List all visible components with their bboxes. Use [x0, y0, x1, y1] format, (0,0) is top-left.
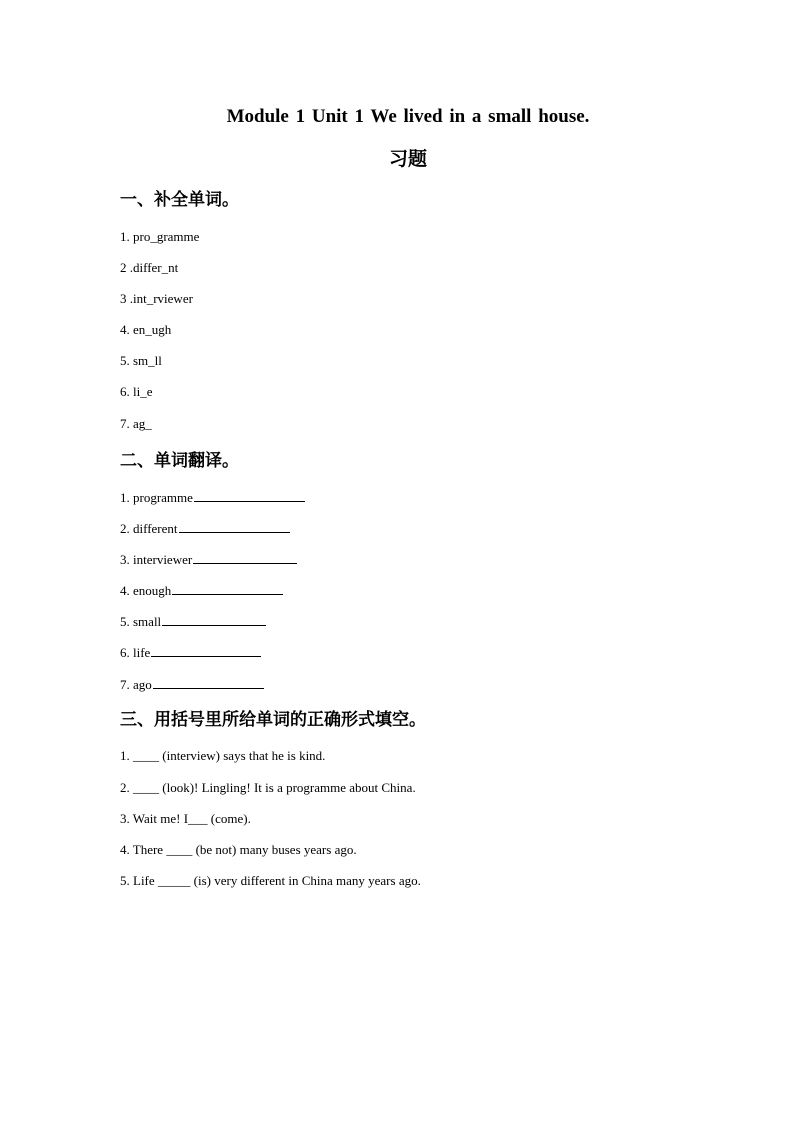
answer-blank[interactable]: [193, 550, 297, 564]
page-title: Module 1 Unit 1 We lived in a small house.: [226, 106, 590, 127]
word-label: 1. programme: [120, 490, 193, 505]
list-item: 1. ____ (interview) says that he is kind.: [120, 748, 326, 763]
answer-blank[interactable]: [151, 643, 261, 657]
list-item: 4. There ____ (be not) many buses years ago.: [120, 842, 357, 857]
list-item: 7. ag_: [120, 416, 152, 431]
word-label: 5. small: [120, 614, 162, 629]
answer-blank[interactable]: [162, 612, 266, 626]
translation-row: [120, 550, 297, 569]
answer-blank[interactable]: [194, 488, 305, 502]
list-item: 2. ____ (look)! Lingling! It is a programme about China.: [120, 780, 416, 795]
answer-blank[interactable]: [172, 581, 283, 595]
section-heading-translate-words: 二、单词翻译。: [120, 451, 239, 471]
word-label: 7. ago: [120, 677, 152, 692]
section-heading-complete-words: 一、补全单词。: [120, 190, 239, 210]
page-subtitle: 习题: [388, 148, 427, 170]
section-heading-fill-blanks: 三、用括号里所给单词的正确形式填空。: [120, 710, 426, 730]
translation-row: [120, 581, 283, 600]
list-item: 4. en_ugh: [120, 322, 172, 337]
translation-row: [120, 519, 290, 538]
word-label: 6. life: [120, 645, 151, 660]
answer-blank[interactable]: [153, 675, 264, 689]
list-item: 6. li_e: [120, 384, 153, 399]
list-item: 5. Life _____ (is) very different in China many years ago.: [120, 873, 421, 888]
translation-row: [120, 643, 261, 662]
translation-row: [120, 675, 264, 694]
list-item: 2 .differ_nt: [120, 260, 179, 275]
list-item: 1. pro_gramme: [120, 229, 200, 244]
list-item: 3 .int_rviewer: [120, 291, 193, 306]
translation-row: [120, 488, 305, 507]
word-label: 4. enough: [120, 583, 172, 598]
translation-row: [120, 612, 266, 631]
list-item: 3. Wait me! I___ (come).: [120, 811, 251, 826]
word-label: 2. different: [120, 521, 178, 536]
word-label: 3. interviewer: [120, 552, 193, 567]
answer-blank[interactable]: [179, 519, 290, 533]
list-item: 5. sm_ll: [120, 353, 162, 368]
